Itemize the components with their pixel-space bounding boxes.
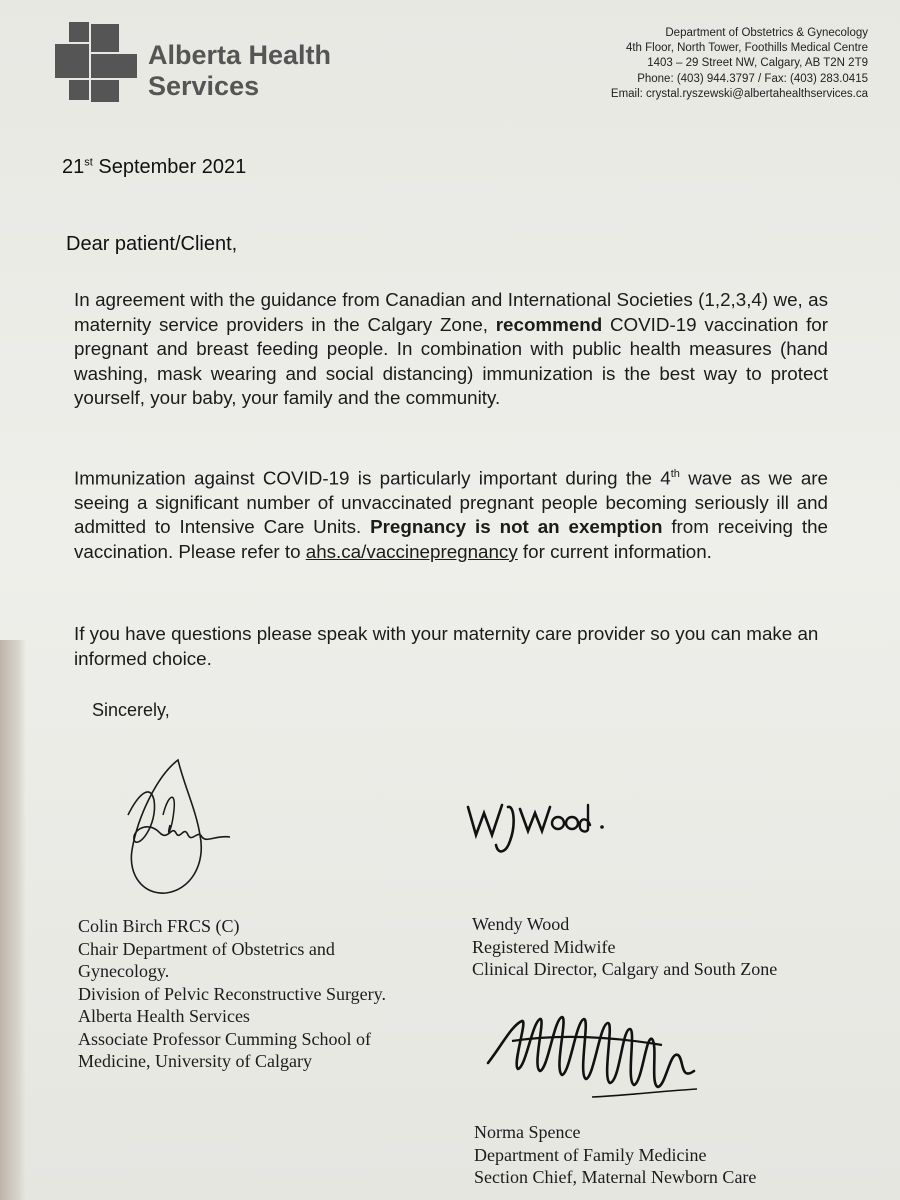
vaccine-pregnancy-link[interactable]: ahs.ca/vaccinepregnancy — [305, 540, 518, 562]
date-day: 21 — [62, 156, 85, 178]
paragraph-recommendation — [74, 288, 828, 411]
wood-title-2: Clinical Director, Calgary and South Zone — [472, 959, 778, 979]
wood-name: Wendy Wood — [472, 914, 570, 934]
birch-title-4: Alberta Health Services — [78, 1006, 250, 1026]
paragraph-fourth-wave — [74, 462, 828, 564]
paragraph-questions: If you have questions please speak with your maternity care provider so you can make an informed choice. — [74, 623, 819, 669]
birch-title-5: Associate Professor Cumming School of — [78, 1028, 371, 1049]
spence-name: Norma Spence — [474, 1122, 581, 1142]
p2-bold: Pregnancy is not an exemption — [370, 516, 663, 538]
closing: Sincerely, — [92, 700, 170, 720]
wood-signature — [462, 795, 612, 865]
ahs-logo-text — [148, 40, 331, 102]
wood-title-1: Registered Midwife — [472, 936, 616, 957]
email: Email: crystal.ryszewski@albertahealthservices.ca — [610, 87, 868, 100]
logo-text-line1: Alberta Health — [148, 40, 332, 70]
department-name: Department of Obstetrics & Gynecology — [665, 27, 868, 39]
birch-title-6: Medicine, University of Calgary — [78, 1051, 312, 1071]
birch-title-2: Gynecology. — [78, 961, 170, 981]
spence-title-1: Department of Family Medicine — [474, 1144, 707, 1165]
birch-title-1: Chair Department of Obstetrics and — [78, 938, 335, 959]
signatory-birch — [78, 915, 386, 1073]
p2-text-a: Immunization against COVID-19 is particularly important during the 4 — [74, 467, 671, 489]
address-line2: 1403 – 29 Street NW, Calgary, AB T2N 2T9 — [647, 57, 868, 70]
p1-text-b: COVID-19 vaccination for pregnant and breast feeding people. In combination with public health measures (hand washing, mask wearing and social distancing) immunization is the best way to protect yourself, your baby, your family and the community. — [74, 313, 828, 408]
birch-name: Colin Birch FRCS (C) — [78, 916, 240, 936]
birch-signature — [118, 755, 238, 900]
birch-title-3: Division of Pelvic Reconstructive Surgery. — [78, 983, 386, 1004]
logo-text-line2: Services — [148, 71, 260, 101]
date-rest: September 2021 — [92, 156, 247, 178]
signatory-spence — [474, 1121, 756, 1189]
p1-text-a: In agreement with the guidance from Canadian and International Societies (1,2,3,4) we, as maternity service providers in the Calgary Zone, — [74, 289, 828, 335]
p2-text-d: for current information. — [517, 540, 712, 562]
spence-signature — [482, 1005, 702, 1105]
address-line1: 4th Floor, North Tower, Foothills Medical Centre — [625, 42, 868, 55]
p2-text-c: from receiving the vaccination. Please refer to — [74, 516, 828, 562]
salutation: Dear patient/Client, — [66, 233, 238, 255]
phone-fax: Phone: (403) 944.3797 / Fax: (403) 283.0415 — [637, 72, 868, 85]
ahs-logo-icon — [55, 22, 137, 102]
p1-bold: recommend — [495, 313, 603, 335]
page-edge-shadow — [0, 640, 26, 1200]
signatory-wood — [472, 913, 777, 981]
p2-text-b: wave as we are seeing a significant number of unvaccinated pregnant people becoming seriously ill and admitted to Intensive Care Units. — [74, 467, 828, 538]
p2-sup: th — [670, 468, 680, 480]
letterhead-contact — [611, 26, 868, 102]
spence-title-2: Section Chief, Maternal Newborn Care — [474, 1167, 757, 1187]
date-suffix: st — [84, 156, 93, 169]
letter-date — [62, 156, 246, 179]
